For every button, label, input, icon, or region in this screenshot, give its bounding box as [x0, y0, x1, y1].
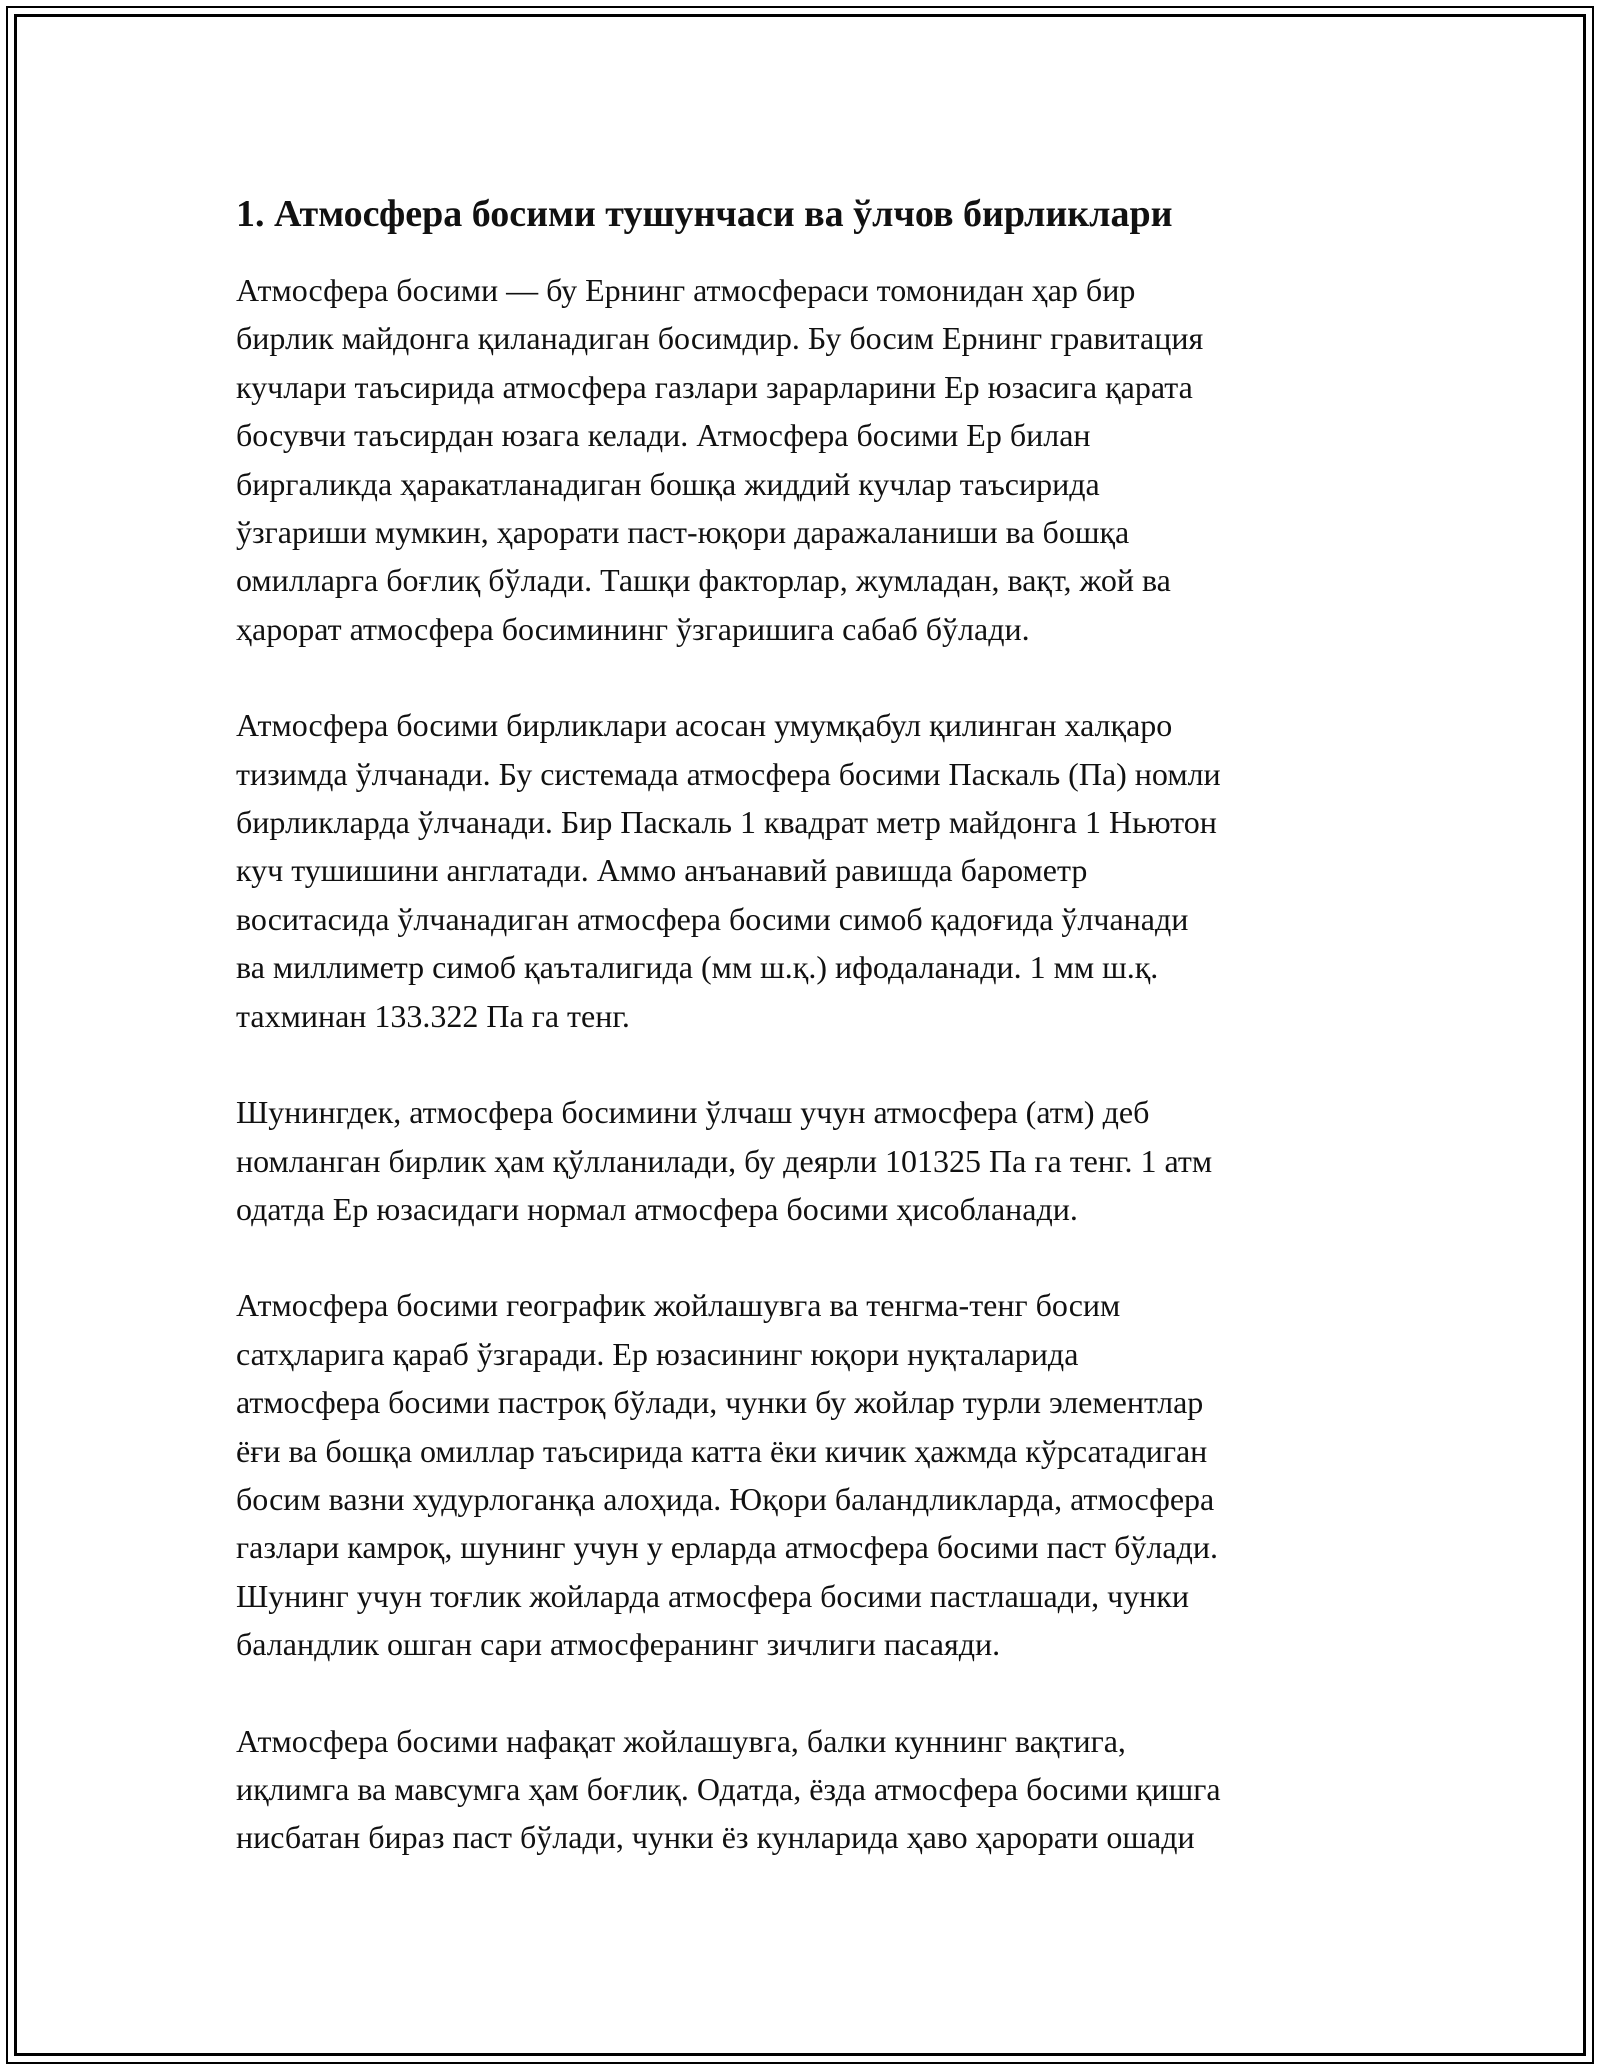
- text-line: Атмосфера босими — бу Ернинг атмосфераси томонидан ҳар бир: [236, 272, 1136, 308]
- text-line: ҳарорат атмосфера босимининг ўзгаришига сабаб бўлади.: [236, 610, 1030, 647]
- section-heading: 1. Атмосфера босими тушунчаси ва ўлчов бирликлари: [236, 193, 1173, 235]
- text-line: одатда Ер юзасидаги нормал атмосфера босими ҳисобланади.: [236, 1190, 1078, 1227]
- text-line: Шунингдек, атмосфера босимини ўлчаш учун атмосфера (атм) деб: [236, 1094, 1150, 1131]
- paragraph-definition: [236, 266, 1376, 653]
- text-line: ўзгариши мумкин, ҳарорати паст-юқори даражаланиши ва бошқа: [236, 514, 1130, 551]
- text-line: босим вазни худурлоганқа алоҳида. Юқори баландликларда, атмосфера: [236, 1480, 1215, 1517]
- text-line: газлари камроқ, шунинг учун у ерларда атмосфера босими паст бўлади.: [236, 1529, 1218, 1566]
- text-line: нисбатан бираз паст бўлади, чунки ёз кунларида ҳаво ҳарорати ошади: [236, 1819, 1195, 1856]
- text-line: кучлари таъсирида атмосфера газлари зарарларини Ер юзасига қарата: [236, 368, 1193, 405]
- text-line: бирликларда ўлчанади. Бир Паскаль 1 квадрат метр майдонга 1 Ньютон: [236, 804, 1217, 841]
- text-line: тахминан 133.322 Па га тенг.: [236, 997, 630, 1034]
- text-line: сатҳларига қараб ўзгаради. Ер юзасининг юқори нуқталарида: [236, 1335, 1079, 1372]
- text-line: воситасида ўлчанадиган атмосфера босими симоб қадоғида ўлчанади: [236, 900, 1189, 937]
- paragraph-geographic-variation: [236, 1281, 1376, 1668]
- text-line: атмосфера босими пастроқ бўлади, чунки бу жойлар турли элементлар: [236, 1384, 1204, 1421]
- text-line: номланган бирлик ҳам қўлланилади, бу деярли 101325 Па га тенг. 1 атм: [236, 1142, 1213, 1179]
- paragraph-units: [236, 701, 1376, 1040]
- text-line: босувчи таъсирдан юзага келади. Атмосфера босими Ер билан: [236, 417, 1091, 454]
- text-line: Шунинг учун тоғлик жойларда атмосфера босими пастлашади, чунки: [236, 1577, 1189, 1614]
- text-line: Атмосфера босими бирликлари асосан умумқабул қилинган халқаро: [236, 707, 1173, 744]
- text-line: ва миллиметр симоб қаъталигида (мм ш.қ.) ифодаланади. 1 мм ш.қ.: [236, 949, 1159, 986]
- text-line: омилларга боғлиқ бўлади. Ташқи факторлар, жумладан, вақт, жой ва: [236, 562, 1171, 599]
- document-body: [236, 186, 1376, 1862]
- text-line: Атмосфера босими географик жойлашувга ва тенгма-тенг босим: [236, 1287, 1121, 1324]
- text-line: куч тушишини англатади. Аммо анъанавий равишда барометр: [236, 852, 1088, 889]
- text-line: бирлик майдонга қиланадиган босимдир. Бу босим Ернинг гравитация: [236, 320, 1204, 357]
- paragraph-atmosphere-unit: [236, 1088, 1376, 1233]
- text-line: баландлик ошган сари атмосферанинг зичлиги пасаяди.: [236, 1626, 1001, 1663]
- text-line: иқлимга ва мавсумга ҳам боғлиқ. Одатда, ёзда атмосфера босими қишга: [236, 1770, 1221, 1807]
- text-line: Атмосфера босими нафақат жойлашувга, балки куннинг вақтига,: [236, 1722, 1126, 1759]
- text-line: тизимда ўлчанади. Бу системада атмосфера босими Паскаль (Па) номли: [236, 755, 1221, 792]
- text-line: ёғи ва бошқа омиллар таъсирида катта ёки кичик ҳажмда кўрсатадиган: [236, 1432, 1208, 1469]
- paragraph-seasonal-variation: [236, 1717, 1376, 1862]
- text-line: биргаликда ҳаракатланадиган бошқа жиддий кучлар таъсирида: [236, 465, 1100, 502]
